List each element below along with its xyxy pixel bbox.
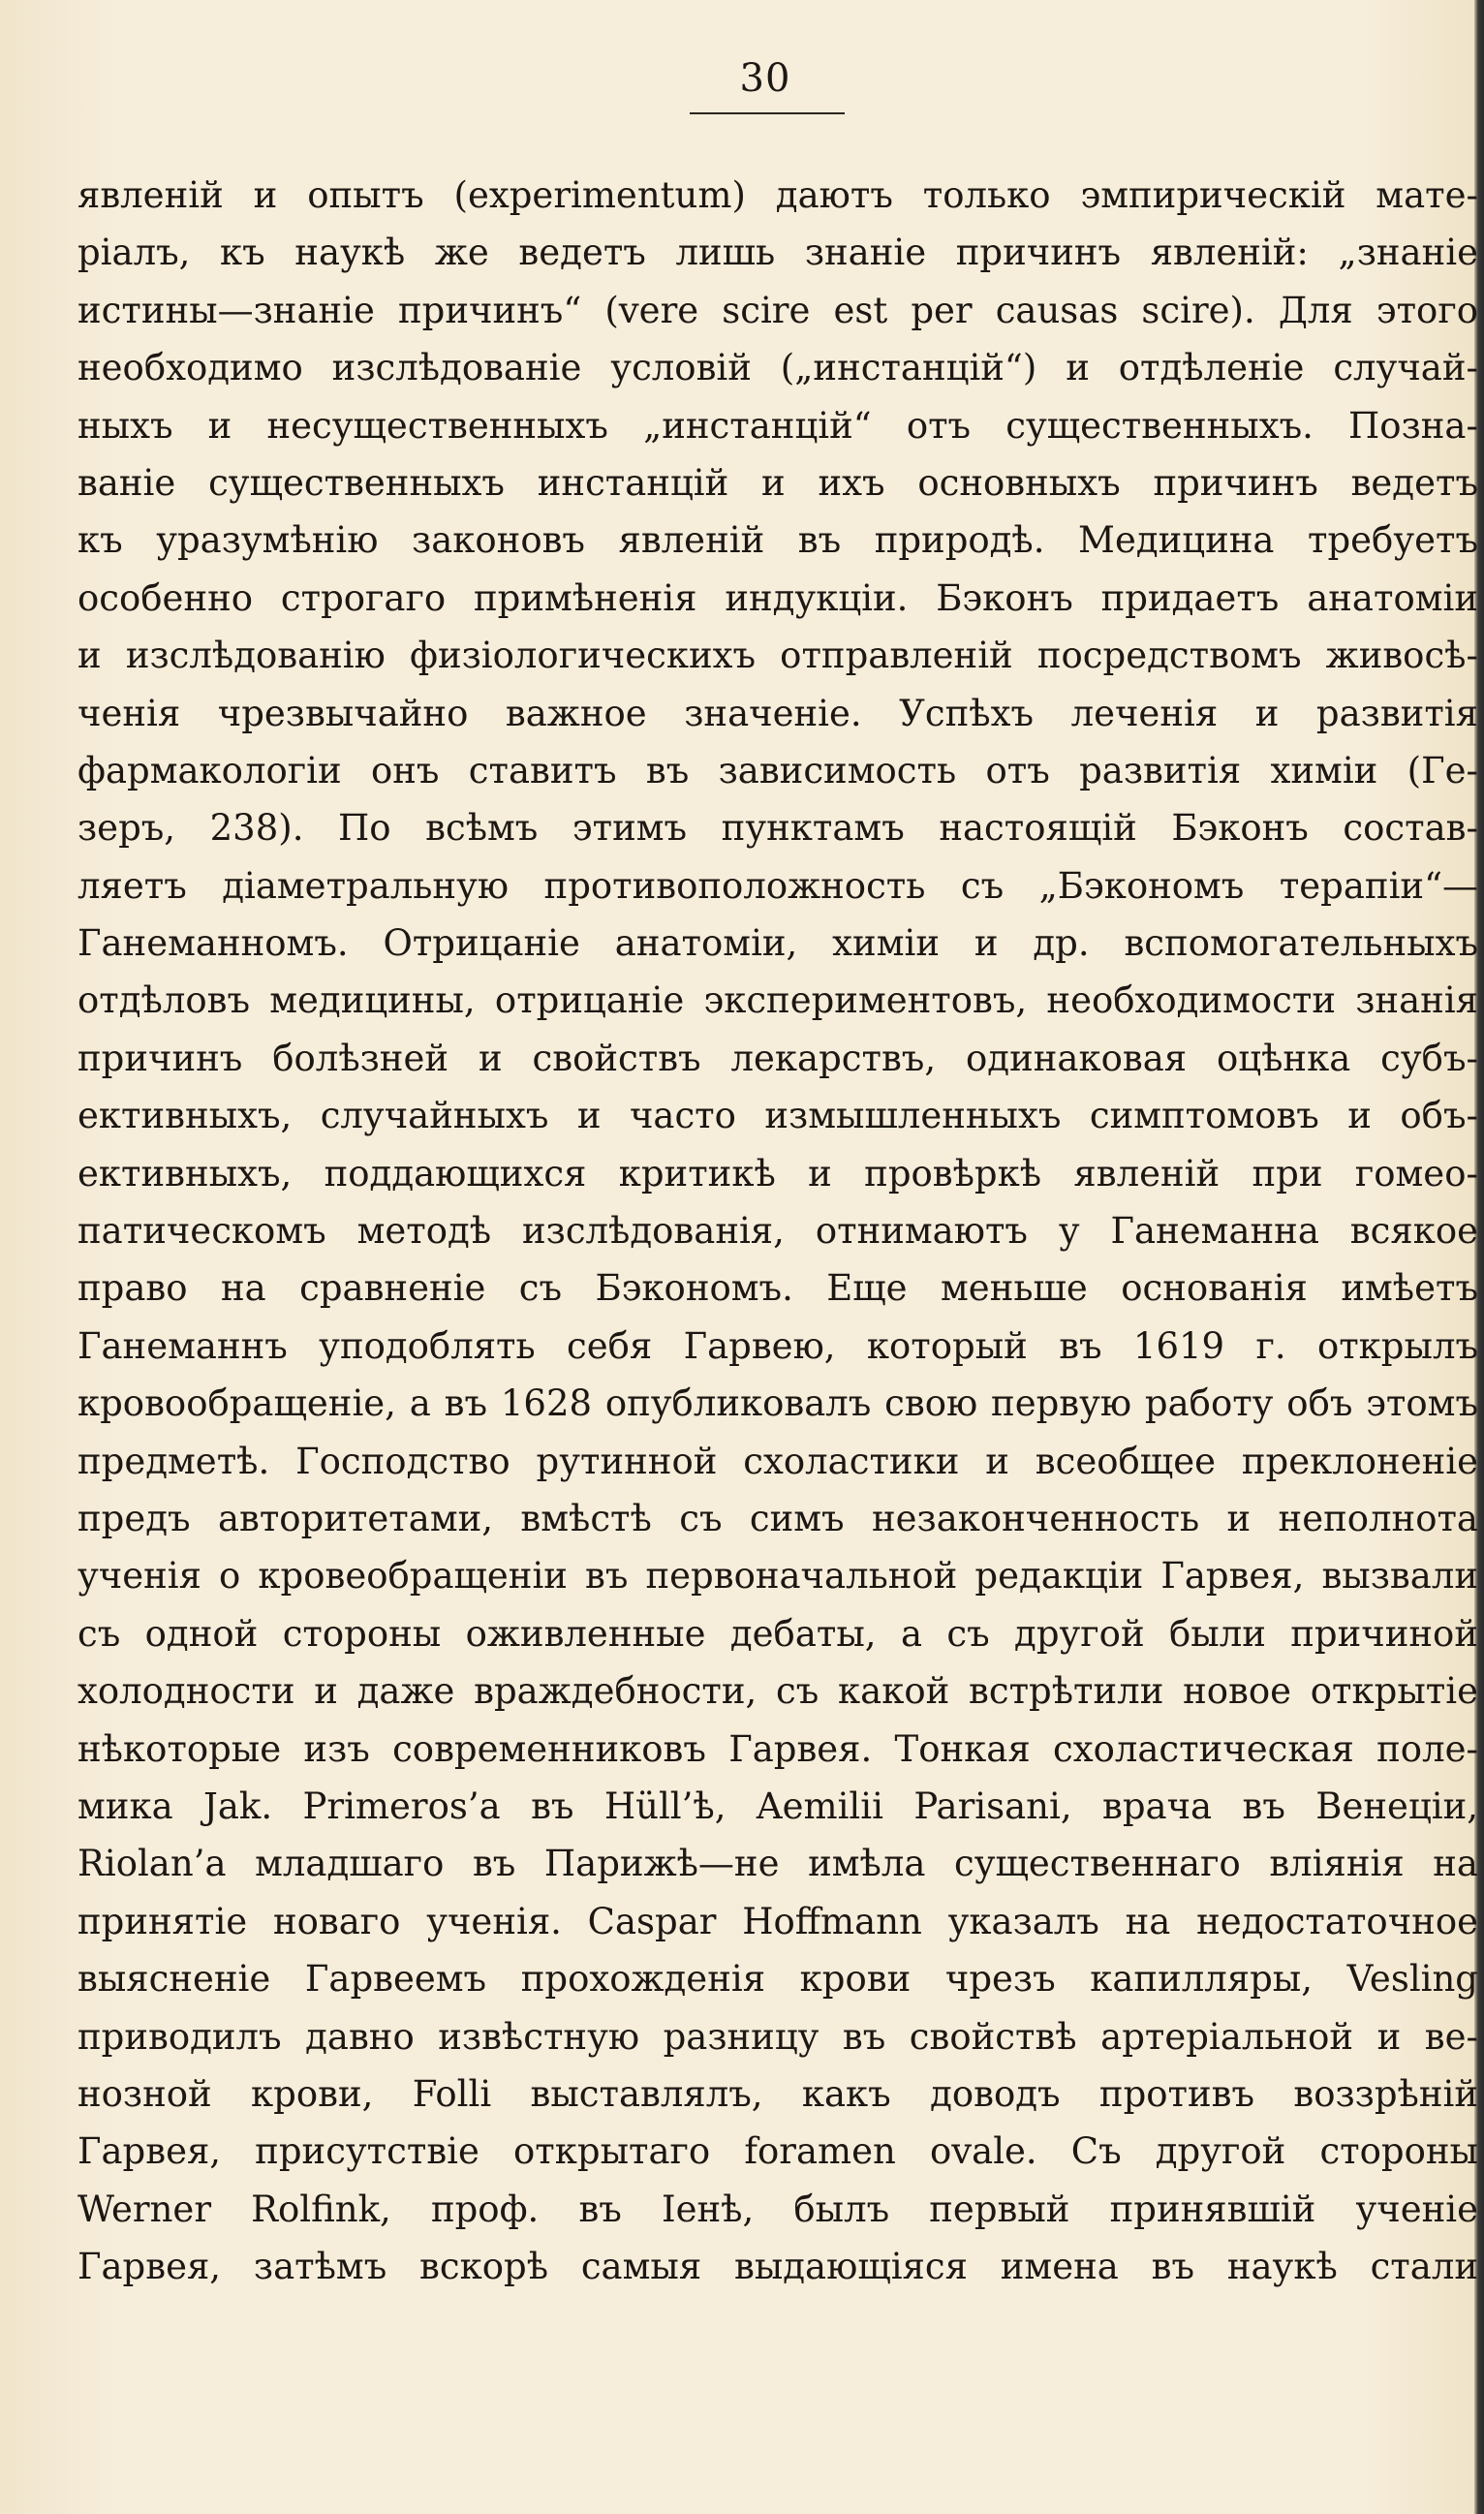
text-line: Riolan’а младшаго въ Парижѣ—не имѣла существеннаго вліянія на [77, 1843, 1478, 1885]
text-line: ученія о кровеобращеніи въ первоначальной редакціи Гарвея, вызвали [77, 1555, 1478, 1598]
text-line: и изслѣдованію физіологическихъ отправленій посредствомъ живосѣ- [77, 635, 1478, 677]
text-line: кровообращеніе, а въ 1628 опубликовалъ свою первую работу объ этомъ [77, 1382, 1478, 1425]
text-line: мика Jak. Primeros’а въ Hüll’ѣ, Aemilii Parisani, врача въ Венеціи, [77, 1785, 1478, 1827]
text-line: фармакологіи онъ ставитъ въ зависимость отъ развитія химіи (Ге- [77, 749, 1478, 791]
text-line: нозной крови, Folli выставлялъ, какъ доводъ противъ воззрѣній [77, 2072, 1478, 2115]
text-line: холодности и даже враждебности, съ какой встрѣтили новое открытіе [77, 1670, 1478, 1713]
text-line: Ганеманнъ уподоблять себя Гарвею, который въ 1619 г. открылъ [77, 1324, 1478, 1367]
text-line: приводилъ давно извѣстную разницу въ свойствѣ артеріальной и ве- [77, 2015, 1478, 2058]
text-line: принятіе новаго ученія. Caspar Hoffmann указалъ на недостаточное [77, 1900, 1478, 1942]
page-number-rule [690, 112, 845, 114]
text-line: истины—знаніе причинъ“ (vere scire est per causas scire). Для этого [77, 289, 1478, 331]
text-line: Гарвея, присутствіе открытаго foramen ovale. Съ другой стороны [77, 2130, 1478, 2173]
text-line: ляетъ діаметральную противоположность съ „Бэкономъ терапіи“— [77, 864, 1478, 907]
text-line: ективныхъ, поддающихся критикѣ и провѣркѣ явленій при гомео- [77, 1152, 1478, 1195]
text-line: особенно строгаго примѣненія индукціи. Бэконъ придаетъ анатоміи [77, 576, 1478, 619]
text-line: необходимо изслѣдованіе условій („инстанцій“) и отдѣленіе случай- [77, 347, 1478, 389]
page-number: 30 [739, 56, 791, 101]
text-line: ныхъ и несущественныхъ „инстанцій“ отъ существенныхъ. Позна- [77, 404, 1478, 447]
text-line: ективныхъ, случайныхъ и часто измышленныхъ симптомовъ и объ- [77, 1095, 1478, 1137]
text-line: патическомъ методѣ изслѣдованія, отнимаютъ у Ганеманна всякое [77, 1210, 1478, 1253]
text-line: выясненіе Гарвеемъ прохожденія крови чрезъ капилляры, Vesling [77, 1958, 1478, 2001]
text-line: зеръ, 238). По всѣмъ этимъ пунктамъ настоящій Бэконъ состав- [77, 807, 1478, 850]
text-line: Werner Rolfink, проф. въ Іенѣ, былъ первый принявшій ученіе [77, 2188, 1478, 2230]
text-line: Гарвея, затѣмъ вскорѣ самыя выдающіяся имена въ наукѣ стали [77, 2246, 1478, 2288]
body-text [77, 167, 1478, 2295]
text-line: ріалъ, къ наукѣ же ведетъ лишь знаніе причинъ явленій: „знаніе [77, 232, 1478, 274]
text-line: ваніе существенныхъ инстанцій и ихъ основныхъ причинъ ведетъ [77, 461, 1478, 504]
text-line: къ уразумѣнію законовъ явленій въ природѣ. Медицина требуетъ [77, 519, 1478, 562]
text-line: нѣкоторые изъ современниковъ Гарвея. Тонкая схоластическая поле- [77, 1727, 1478, 1770]
text-line: Ганеманномъ. Отрицаніе анатоміи, химіи и др. вспомогательныхъ [77, 922, 1478, 965]
text-line: отдѣловъ медицины, отрицаніе экспериментовъ, необходимости знанія [77, 979, 1478, 1022]
text-line: право на сравненіе съ Бэкономъ. Еще меньше основанія имѣетъ [77, 1267, 1478, 1310]
text-line: причинъ болѣзней и свойствъ лекарствъ, одинаковая оцѣнка субъ- [77, 1037, 1478, 1079]
text-line: явленій и опытъ (experimentum) даютъ только эмпирическій мате- [77, 174, 1478, 216]
text-line: предметѣ. Господство рутинной схоластики и всеобщее преклоненіе [77, 1440, 1478, 1482]
text-line: ченія чрезвычайно важное значеніе. Успѣхъ леченія и развитія [77, 692, 1478, 734]
text-line: предъ авторитетами, вмѣстѣ съ симъ незаконченность и неполнота [77, 1497, 1478, 1539]
text-line: съ одной стороны оживленные дебаты, а съ другой были причиной [77, 1612, 1478, 1655]
